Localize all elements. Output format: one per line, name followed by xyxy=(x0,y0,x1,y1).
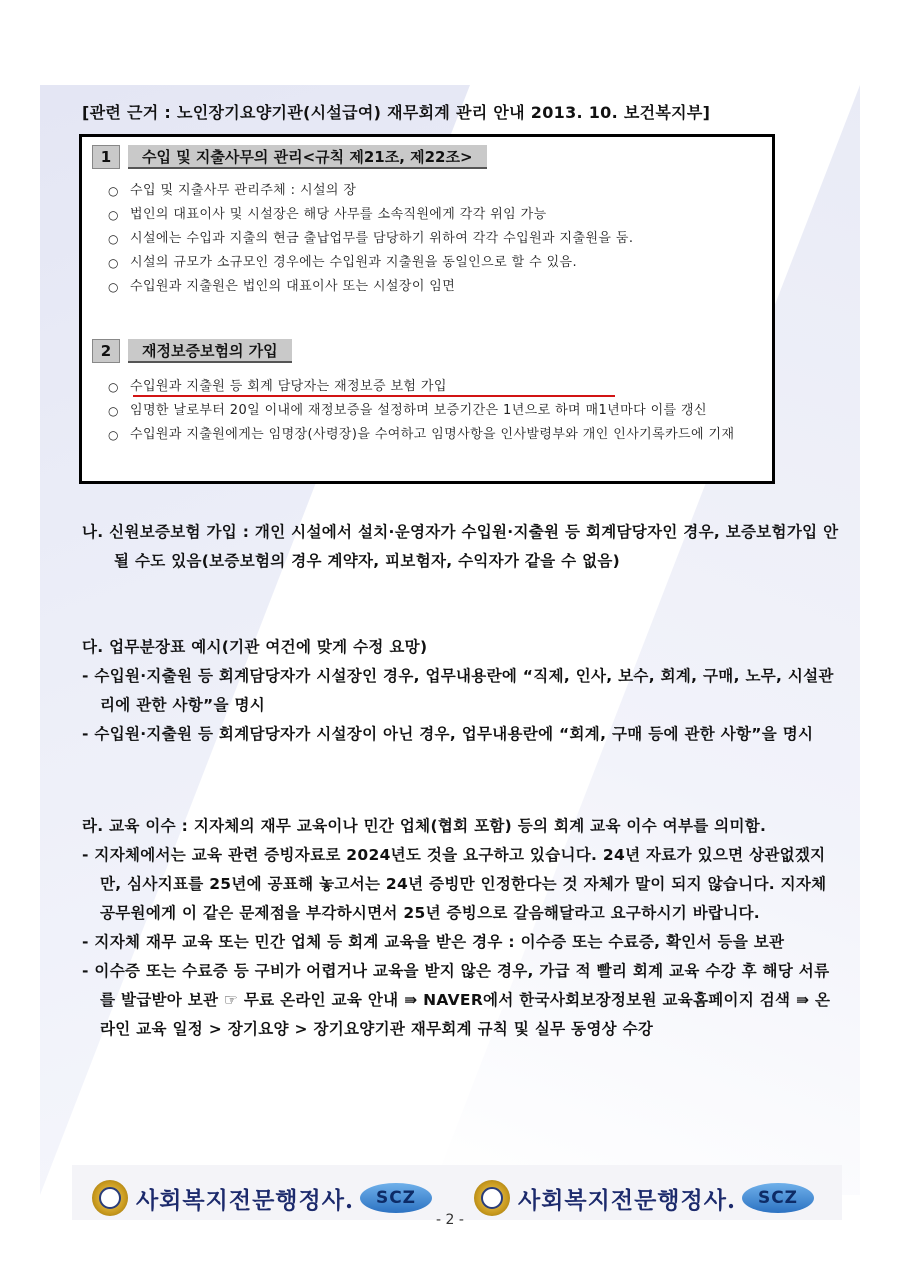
section-na xyxy=(82,518,840,576)
para-da-item: - 수입원·지출원 등 회계담당자가 시설장인 경우, 업무내용란에 “직제, 인사, 보수, 회계, 구매, 노무, 시설관리에 관한 사항”을 명시 xyxy=(82,667,834,714)
bullet-item: ○ 수입원과 지출원 등 회계 담당자는 재정보증 보험 가입 xyxy=(108,379,447,394)
section-ra xyxy=(82,812,840,1044)
section2-title: 재정보증보험의 가입 xyxy=(128,339,292,363)
red-underline xyxy=(133,395,615,397)
para-ra-item: - 지자체 재무 교육 또는 민간 업체 등 회계 교육을 받은 경우 : 이수증 또는 수료증, 확인서 등을 보관 xyxy=(82,933,785,951)
section2-header xyxy=(92,339,292,363)
seal-icon xyxy=(92,1180,128,1216)
bullet-item: ○ 시설에는 수입과 지출의 현금 출납업무를 담당하기 위하여 각각 수입원과 지출원을 둠. xyxy=(108,231,634,246)
para-ra-item: - 이수증 또는 수료증 등 구비가 어렵거나 교육을 받지 않은 경우, 가급 적 빨리 회계 교육 수강 후 해당 서류를 발급받아 보관 ☞ 무료 온라인 교육 안내 ⇛ NAVER에서 한국사회보장정보원 교육홈페이지 검색 ⇛ 온라인 교육 일정 > 장기요양 > 장기요양기관 재무회계 규칙 및 실무 동영상 수강 xyxy=(82,962,831,1038)
scz-logo: SCZ xyxy=(742,1183,814,1213)
para-ra-title: 라. 교육 이수 : 지자체의 재무 교육이나 민간 업체(협회 포함) 등의 회계 교육 이수 여부를 의미함. xyxy=(82,817,767,835)
bullet-item: ○ 임명한 날로부터 20일 이내에 재정보증을 설정하며 보증기간은 1년으로 하며 매1년마다 이를 갱신 xyxy=(108,403,707,418)
reference-line: [관련 근거 : 노인장기요양기관(시설급여) 재무회계 관리 안내 2013. 10. 보건복지부] xyxy=(82,103,711,122)
para-ra-item: - 지자체에서는 교육 관련 증빙자료로 2024년도 것을 요구하고 있습니다. 24년 자료가 있으면 상관없겠지만, 심사지표를 25년에 공표해 놓고서는 24년 증빙만 인정한다는 것 자체가 말이 되지 않습니다. 지자체 공무원에게 이 같은 문제점을 부각하시면서 25년 증빙으로 갈음해달라고 요구하시기 바랍니다. xyxy=(82,846,827,922)
section1-header xyxy=(92,145,487,169)
footer-logo-left xyxy=(92,1180,432,1216)
bullet-item: ○ 수입원과 지출원에게는 임명장(사령장)을 수여하고 임명사항을 인사발령부와 개인 인사기록카드에 기재 xyxy=(108,427,735,442)
section1-bullets xyxy=(108,181,748,301)
bullet-item: ○ 수입원과 지출원은 법인의 대표이사 또는 시설장이 임면 xyxy=(108,279,456,294)
scz-logo: SCZ xyxy=(360,1183,432,1213)
org-name: 사회복지전문행정사. xyxy=(136,1186,354,1214)
section2-bullets xyxy=(108,377,748,449)
bullet-item: ○ 시설의 규모가 소규모인 경우에는 수입원과 지출원을 동일인으로 할 수 있음. xyxy=(108,255,578,270)
para-da-item: - 수입원·지출원 등 회계담당자가 시설장이 아닌 경우, 업무내용란에 “회계, 구매 등에 관한 사항”을 명시 xyxy=(82,725,814,743)
para-na: 나. 신원보증보험 가입 : 개인 시설에서 설치·운영자가 수입원·지출원 등 회계담당자인 경우, 보증보험가입 안 될 수도 있음(보증보험의 경우 계약자, 피보험자, 수익자가 같을 수 없음) xyxy=(82,523,839,570)
page-number: - 2 - xyxy=(436,1212,464,1228)
para-da-title: 다. 업무분장표 예시(기관 여건에 맞게 수정 요망) xyxy=(82,638,428,656)
bullet-item: ○ 수입 및 지출사무 관리주체 : 시설의 장 xyxy=(108,183,357,198)
regulation-box xyxy=(79,134,775,484)
section2-number: 2 xyxy=(92,339,120,363)
section-da xyxy=(82,633,840,749)
footer-logo-right xyxy=(474,1180,814,1216)
seal-icon xyxy=(474,1180,510,1216)
section1-number: 1 xyxy=(92,145,120,169)
section1-title: 수입 및 지출사무의 관리<규칙 제21조, 제22조> xyxy=(128,145,487,169)
bullet-item: ○ 법인의 대표이사 및 시설장은 해당 사무를 소속직원에게 각각 위임 가능 xyxy=(108,207,547,222)
org-name: 사회복지전문행정사. xyxy=(518,1186,736,1214)
